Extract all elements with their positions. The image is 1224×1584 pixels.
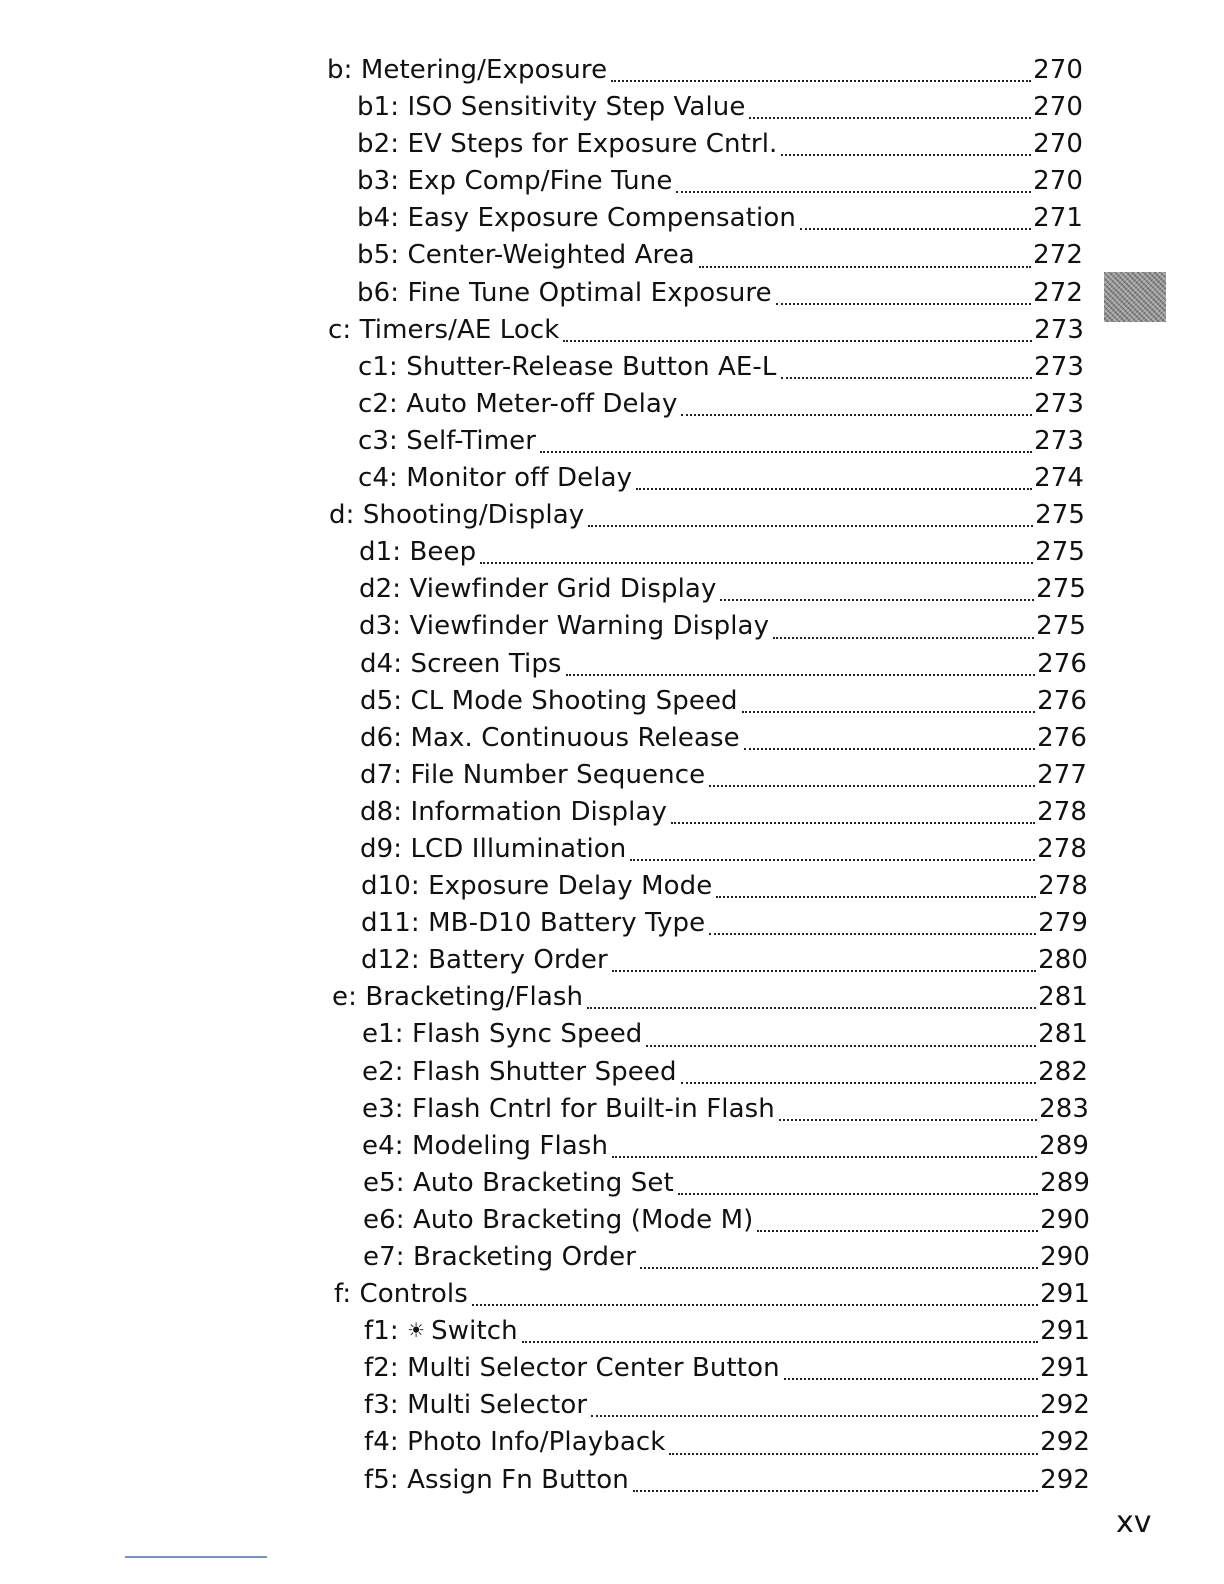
toc-entry[interactable] [357, 237, 1083, 274]
dot-leader [678, 1193, 1038, 1195]
toc-entry-label: e7: Bracketing Order [363, 1242, 636, 1272]
dot-leader [744, 748, 1035, 750]
dot-leader [587, 1007, 1036, 1009]
dot-leader [612, 1156, 1037, 1158]
toc-entry[interactable] [360, 646, 1087, 683]
toc-entry-page: 292 [1040, 1464, 1090, 1495]
toc-entry-page: 277 [1037, 759, 1087, 790]
toc-entry-page: 292 [1040, 1390, 1090, 1421]
toc-entry[interactable] [362, 1016, 1088, 1053]
toc-entry[interactable] [362, 1091, 1089, 1128]
toc-entry-page: 278 [1037, 833, 1087, 864]
toc-entry-page: 283 [1039, 1093, 1089, 1124]
toc-entry[interactable] [364, 1387, 1090, 1424]
toc-entry[interactable] [361, 905, 1088, 942]
toc-entry[interactable] [357, 126, 1083, 163]
toc-entry-label: d: Shooting/Display [329, 500, 585, 531]
toc-entry-label: e6: Auto Bracketing (Mode M) [363, 1204, 754, 1235]
toc-entry-label: b2: EV Steps for Exposure Cntrl. [357, 129, 778, 160]
toc-entry-page: 276 [1037, 685, 1087, 716]
toc-entry[interactable] [363, 1239, 1090, 1276]
toc-entry-label: d11: MB-D10 Battery Type [361, 908, 706, 939]
toc-entry-label: f2: Multi Selector Center Button [364, 1353, 780, 1384]
toc-entry[interactable] [361, 942, 1088, 979]
toc-entry-page: 292 [1040, 1427, 1090, 1458]
toc-entry[interactable] [359, 534, 1085, 571]
toc-entry-page: 280 [1038, 945, 1088, 976]
toc-entry-section[interactable] [327, 52, 1083, 89]
toc-entry-label: d3: Viewfinder Warning Display [359, 611, 770, 642]
toc-entry-label: d4: Screen Tips [360, 648, 562, 679]
toc-entry-label: b3: Exp Comp/Fine Tune [357, 166, 673, 197]
toc-entry-page: 270 [1033, 92, 1083, 123]
toc-entry-label: c4: Monitor off Delay [358, 463, 633, 494]
toc-entry-label: b1: ISO Sensitivity Step Value [357, 92, 746, 123]
toc-entry[interactable] [358, 349, 1084, 386]
toc-entry[interactable] [360, 794, 1087, 831]
toc-entry-page: 275 [1036, 611, 1086, 642]
toc-entry[interactable] [359, 608, 1086, 645]
dot-leader [742, 711, 1035, 713]
toc-entry-page: 291 [1040, 1353, 1090, 1384]
toc-entry-label: c3: Self-Timer [358, 425, 537, 456]
toc-entry-label: d5: CL Mode Shooting Speed [360, 685, 738, 716]
dot-leader [588, 525, 1033, 527]
toc-entry[interactable] [360, 683, 1087, 720]
toc-entry[interactable] [357, 163, 1083, 200]
toc-entry-label: d7: File Number Sequence [360, 759, 706, 790]
toc-entry-label: d6: Max. Continuous Release [360, 722, 740, 753]
toc-entry[interactable] [362, 1054, 1088, 1091]
toc-entry-section[interactable] [328, 312, 1084, 349]
dot-leader [709, 785, 1035, 787]
dot-leader [566, 674, 1035, 676]
toc-entry[interactable] [358, 386, 1084, 423]
dot-leader [630, 859, 1035, 861]
toc-entry[interactable] [360, 757, 1087, 794]
toc-entry-page: 274 [1034, 463, 1084, 494]
illumination-sun-icon: ☀ [407, 1318, 426, 1343]
toc-entry-label: e1: Flash Sync Speed [362, 1019, 643, 1050]
toc-entry-label: d12: Battery Order [361, 945, 608, 976]
toc-entry-page: 278 [1037, 796, 1087, 827]
toc-entry-label: b: Metering/Exposure [327, 55, 608, 85]
toc-entry-label: e5: Auto Bracketing Set [363, 1167, 674, 1198]
dot-leader [612, 970, 1036, 972]
section-thumb-tab [1104, 272, 1166, 322]
dot-leader [784, 1378, 1038, 1380]
toc-entry-page: 281 [1038, 982, 1088, 1013]
toc-entry-label: d9: LCD Illumination [360, 833, 627, 864]
toc-entry-label-prefix: f1: [364, 1316, 399, 1347]
dot-leader [591, 1415, 1038, 1417]
dot-leader [681, 1082, 1036, 1084]
dot-leader [563, 340, 1032, 342]
toc-entry-page: 290 [1040, 1242, 1090, 1272]
dot-leader [676, 191, 1031, 193]
footer-rule [125, 1556, 267, 1558]
toc-entry-page: 270 [1033, 166, 1083, 197]
dot-leader [633, 1490, 1038, 1492]
toc-entry-label: f: Controls [334, 1279, 468, 1310]
toc-entry-section[interactable] [332, 979, 1088, 1016]
toc-entry-section[interactable] [334, 1276, 1090, 1313]
toc-entry-label: c: Timers/AE Lock [328, 314, 560, 345]
toc-entry-page: 273 [1034, 425, 1084, 456]
toc-entry-page: 289 [1040, 1167, 1090, 1198]
toc-entry-label: d1: Beep [359, 537, 477, 568]
dot-leader [480, 562, 1033, 564]
toc-entry-label: b4: Easy Exposure Compensation [357, 203, 796, 234]
toc-entry-label: d10: Exposure Delay Mode [361, 871, 713, 902]
toc-entry[interactable] [364, 1313, 1090, 1350]
toc-entry-page: 270 [1033, 129, 1083, 160]
toc-entry[interactable] [362, 1128, 1089, 1165]
toc-entry-page: 291 [1040, 1279, 1090, 1310]
dot-leader [611, 80, 1031, 82]
toc-entry-page: 272 [1033, 240, 1083, 271]
dot-leader [749, 117, 1031, 119]
toc-entry[interactable] [358, 460, 1084, 497]
toc-entry[interactable] [363, 1165, 1090, 1202]
toc-entry-page: 271 [1033, 203, 1083, 234]
toc-entry-page: 273 [1034, 314, 1084, 345]
toc-entry-label: b6: Fine Tune Optimal Exposure [357, 277, 772, 308]
dot-leader [681, 414, 1032, 416]
toc-entry-page: 291 [1040, 1316, 1090, 1347]
toc-entry[interactable] [364, 1350, 1090, 1387]
toc-entry-page: 276 [1037, 648, 1087, 679]
dot-leader [781, 377, 1033, 379]
table-of-contents [0, 52, 1224, 1499]
toc-entry-page: 281 [1038, 1019, 1088, 1050]
page-number: xv [1116, 1505, 1152, 1540]
toc-entry-label: b5: Center-Weighted Area [357, 240, 695, 271]
toc-entry-label: e4: Modeling Flash [362, 1130, 609, 1161]
toc-entry-section[interactable] [329, 497, 1085, 534]
dot-leader [540, 451, 1032, 453]
dot-leader [779, 1119, 1037, 1121]
toc-entry[interactable] [360, 831, 1087, 868]
dot-leader [757, 1230, 1038, 1232]
toc-entry-label: Switch [431, 1316, 518, 1347]
toc-entry-page: 290 [1040, 1204, 1090, 1235]
toc-entry-label: f3: Multi Selector [364, 1390, 588, 1421]
toc-entry[interactable] [357, 275, 1083, 312]
toc-entry[interactable] [360, 720, 1087, 757]
dot-leader [776, 303, 1031, 305]
dot-leader [636, 488, 1032, 490]
dot-leader [671, 822, 1035, 824]
toc-entry-page: 275 [1035, 500, 1085, 531]
toc-entry-page: 278 [1038, 871, 1088, 902]
dot-leader [720, 599, 1034, 601]
toc-entry[interactable] [364, 1424, 1090, 1461]
toc-entry-label: c1: Shutter-Release Button AE-L [358, 351, 777, 382]
toc-entry-page: 270 [1033, 55, 1083, 85]
dot-leader [646, 1045, 1036, 1047]
toc-entry-label: c2: Auto Meter-off Delay [358, 388, 678, 419]
dot-leader [472, 1304, 1038, 1306]
dot-leader [800, 228, 1031, 230]
toc-entry-page: 282 [1038, 1056, 1088, 1087]
toc-entry-page: 279 [1038, 908, 1088, 939]
toc-entry[interactable] [359, 571, 1086, 608]
toc-entry[interactable] [357, 200, 1083, 237]
toc-entry-page: 276 [1037, 722, 1087, 753]
toc-entry-label: e: Bracketing/Flash [332, 982, 584, 1013]
dot-leader [716, 896, 1036, 898]
toc-entry-page: 275 [1035, 537, 1085, 568]
dot-leader [640, 1267, 1038, 1269]
dot-leader [669, 1453, 1038, 1455]
toc-entry-page: 272 [1033, 277, 1083, 308]
toc-entry-label: f4: Photo Info/Playback [364, 1427, 666, 1458]
toc-entry-label: d8: Information Display [360, 796, 667, 827]
toc-entry[interactable] [358, 423, 1084, 460]
dot-leader [709, 933, 1036, 935]
dot-leader [699, 266, 1031, 268]
toc-entry-label: f5: Assign Fn Button [364, 1464, 629, 1495]
toc-entry[interactable] [357, 89, 1083, 126]
toc-entry-label-with-icon [364, 1313, 522, 1351]
toc-entry-label: d2: Viewfinder Grid Display [359, 574, 717, 605]
dot-leader [522, 1341, 1038, 1343]
toc-entry-page: 273 [1034, 351, 1084, 382]
toc-entry[interactable] [361, 868, 1088, 905]
toc-entry-label: e3: Flash Cntrl for Built-in Flash [362, 1093, 775, 1124]
toc-entry-page: 275 [1036, 574, 1086, 605]
toc-entry-label: e2: Flash Shutter Speed [362, 1056, 677, 1087]
dot-leader [781, 154, 1031, 156]
toc-entry[interactable] [364, 1462, 1090, 1499]
toc-entry[interactable] [363, 1202, 1090, 1239]
toc-entry-page: 273 [1034, 388, 1084, 419]
toc-entry-page: 289 [1039, 1130, 1089, 1161]
dot-leader [773, 637, 1034, 639]
